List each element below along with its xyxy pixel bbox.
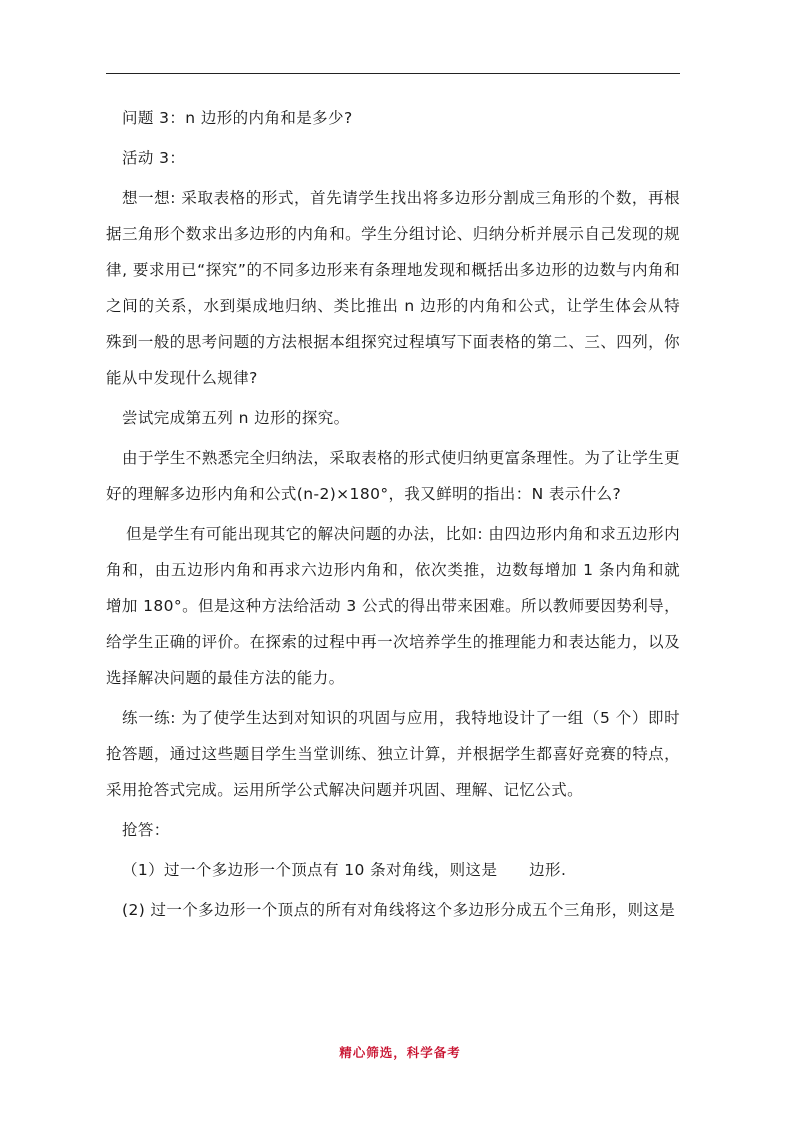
exercise-2: (2) 过一个多边形一个顶点的所有对角线将这个多边形分成五个三角形，则这是: [122, 901, 676, 919]
header-rule: [106, 73, 680, 74]
question-3-heading: 问题 3：n 边形的内角和是多少?: [122, 109, 353, 127]
exercise-1: （1）过一个多边形一个顶点有 10 条对角线，则这是 边形.: [122, 861, 567, 879]
activity-3-label: 活动 3：: [122, 149, 186, 167]
try-fifth-column-paragraph: 尝试完成第五列 n 边形的探究。: [122, 409, 350, 427]
quick-answer-label: 抢答：: [122, 821, 170, 839]
footer-slogan: 精心筛选，科学备考: [339, 1045, 461, 1060]
practice-paragraph: 练一练: 为了使学生达到对知识的巩固与应用，我特地设计了一组（5 个）即时抢答题，通过这些题目学生当堂训练、独立计算，并根据学生都喜好竞赛的特点，采用抢答式完成。运用所学公式解决问题并巩固、理解、记忆公式。: [106, 709, 680, 799]
induction-paragraph: 由于学生不熟悉完全归纳法，采取表格的形式使归纳更富条理性。为了让学生更好的理解多边形内角和公式(n-2)×180°，我又鲜明的指出：N 表示什么?: [106, 449, 680, 503]
alternative-method-paragraph: 但是学生有可能出现其它的解决问题的办法，比如: 由四边形内角和求五边形内角和，由五边形内角和再求六边形内角和，依次类推，边数每增加 1 条内角和就增加 180°。但是这种方法给活动 3 公式的得出带来困难。所以教师要因势利导，给学生正确的评价。在探索的过程中再一次培养学生的推理能力和表达能力，以及选择解决问题的最佳方法的能力。: [106, 525, 680, 687]
document-body: [106, 100, 680, 928]
think-paragraph: 想一想: 采取表格的形式，首先请学生找出将多边形分割成三角形的个数，再根据三角形个数求出多边形的内角和。学生分组讨论、归纳分析并展示自己发现的规律, 要求用已“探究”的不同多边形来有条理地发现和概括出多边形的边数与内角和之间的关系，水到渠成地归纳、类比推出 n 边形的内角和公式，让学生体会从特殊到一般的思考问题的方法根据本组探究过程填写下面表格的第二、三、四列，你能从中发现什么规律?: [106, 189, 680, 387]
